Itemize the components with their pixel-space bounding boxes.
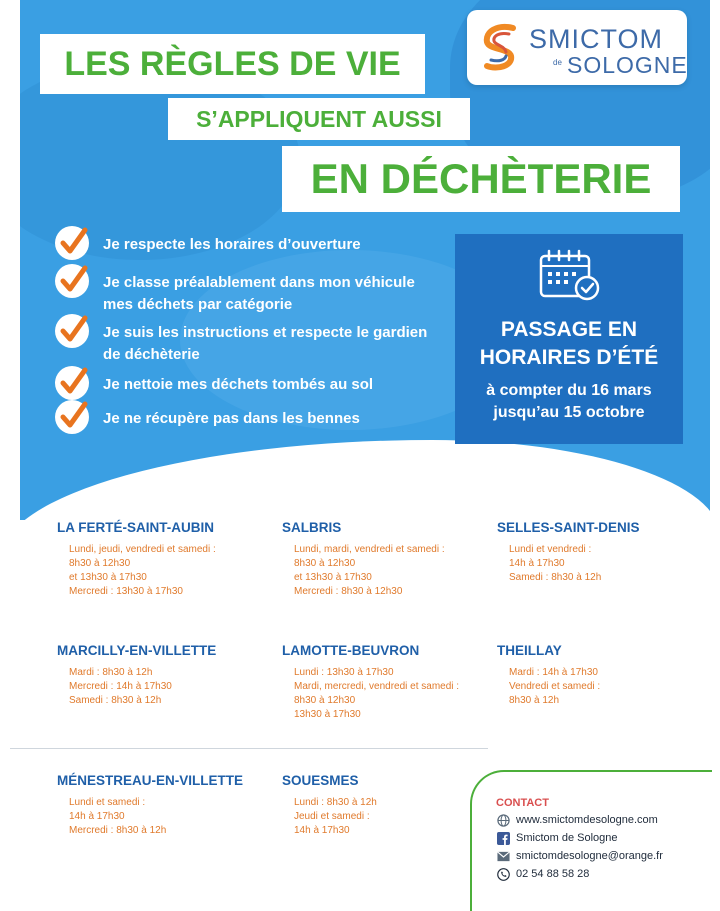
headline-line-3: EN DÉCHÈTERIE <box>282 146 680 212</box>
schedule-la-ferte-saint-aubin <box>57 520 216 599</box>
contact-facebook[interactable] <box>496 831 618 845</box>
hours-line: Lundi : 8h30 à 12h <box>294 797 377 808</box>
hours-line: Lundi, mardi, vendredi et samedi : <box>294 544 445 555</box>
headline-line-2: S’APPLIQUENT AUSSI <box>168 98 470 140</box>
facebook-text[interactable]: Smictom de Sologne <box>516 832 618 844</box>
hours-line: et 13h30 à 17h30 <box>294 572 372 583</box>
hours-line: 14h à 17h30 <box>69 811 125 822</box>
contact-phone[interactable] <box>496 867 589 881</box>
contact-label: CONTACT <box>496 797 549 809</box>
summer-title-line: PASSAGE EN <box>500 318 638 341</box>
hours-line: Vendredi et samedi : <box>509 681 601 692</box>
city-name: MÉNESTREAU-EN-VILLETTE <box>57 773 244 788</box>
rule-text: Je ne récupère pas dans les bennes <box>103 410 360 427</box>
rule-text: Je classe préalablement dans mon véhicule mes déchets par catégorie <box>103 274 415 313</box>
rule-text: Je nettoie mes déchets tombés au sol <box>103 376 374 393</box>
summer-title <box>455 316 683 372</box>
calendar-check-icon <box>537 246 603 304</box>
mail-icon <box>496 849 510 863</box>
hours-line: Lundi et vendredi : <box>509 544 592 555</box>
hours-line: Lundi et samedi : <box>69 797 146 808</box>
divider <box>10 748 488 749</box>
hours-line: Mercredi : 14h à 17h30 <box>69 681 172 692</box>
hours-line: Lundi : 13h30 à 17h30 <box>294 667 394 678</box>
checkmark-icon <box>55 400 89 434</box>
hours-line: 14h à 17h30 <box>294 825 350 836</box>
rule-text: Je suis les instructions et respecte le gardien de déchèterie <box>103 324 428 363</box>
phone-text[interactable]: 02 54 88 58 28 <box>516 868 590 880</box>
hours-line: Lundi, jeudi, vendredi et samedi : <box>69 544 216 555</box>
hours-line: Mardi : 14h à 17h30 <box>509 667 598 678</box>
city-name: SOUESMES <box>282 773 359 788</box>
summer-hours-box <box>455 234 683 444</box>
hours-line: 13h30 à 17h30 <box>294 709 361 720</box>
summer-dates <box>455 380 683 424</box>
logo <box>467 10 687 85</box>
contact-website[interactable] <box>496 813 658 827</box>
headline-line-1: LES RÈGLES DE VIE <box>40 34 425 94</box>
hours-line: 8h30 à 12h30 <box>69 558 131 569</box>
city-name: MARCILLY-EN-VILLETTE <box>57 643 217 658</box>
summer-date-line: à compter du 16 mars <box>486 382 652 399</box>
logo-text-smictom: SMICTOM <box>529 24 663 54</box>
hours-line: Samedi : 8h30 à 12h <box>509 572 602 583</box>
contact-email[interactable] <box>496 849 663 863</box>
hours-line: 8h30 à 12h <box>509 695 560 706</box>
rule-text: Je respecte les horaires d’ouverture <box>103 236 361 253</box>
schedule-selles-saint-denis <box>497 520 640 585</box>
city-name: SALBRIS <box>282 520 342 535</box>
summer-date-line: jusqu’au 15 octobre <box>493 404 645 421</box>
phone-icon <box>496 867 510 881</box>
schedule-menestreau-en-villette <box>57 773 243 838</box>
schedule-salbris <box>282 520 445 599</box>
globe-icon <box>496 813 510 827</box>
checkmark-icon <box>55 366 89 400</box>
schedule-marcilly-en-villette <box>57 643 216 708</box>
city-name: LAMOTTE-BEUVRON <box>282 643 420 658</box>
hours-line: Samedi : 8h30 à 12h <box>69 695 162 706</box>
hours-line: Mardi : 8h30 à 12h <box>69 667 153 678</box>
schedule-theillay <box>497 643 600 708</box>
hours-line: Mercredi : 8h30 à 12h30 <box>294 586 403 597</box>
email-text[interactable]: smictomdesologne@orange.fr <box>516 850 663 862</box>
hours-line: 8h30 à 12h30 <box>294 695 356 706</box>
city-name: THEILLAY <box>497 643 562 658</box>
hours-line: 14h à 17h30 <box>509 558 565 569</box>
hours-line: et 13h30 à 17h30 <box>69 572 147 583</box>
checkmark-icon <box>55 226 89 260</box>
checkmark-icon <box>55 264 89 298</box>
city-name: SELLES-SAINT-DENIS <box>497 520 640 535</box>
hours-line: 8h30 à 12h30 <box>294 558 356 569</box>
smictom-logo-icon <box>479 22 523 72</box>
logo-text-sologne: SOLOGNE <box>567 52 688 78</box>
facebook-icon <box>496 831 510 845</box>
city-name: LA FERTÉ-SAINT-AUBIN <box>57 520 214 535</box>
summer-title-line: HORAIRES D’ÉTÉ <box>479 346 659 369</box>
hours-line: Mercredi : 13h30 à 17h30 <box>69 586 183 597</box>
schedule-lamotte-beuvron <box>282 643 459 722</box>
website-text[interactable]: www.smictomdesologne.com <box>516 814 658 826</box>
checkmark-icon <box>55 314 89 348</box>
hours-line: Mercredi : 8h30 à 12h <box>69 825 167 836</box>
hours-line: Mardi, mercredi, vendredi et samedi : <box>294 681 460 692</box>
logo-text-de: de <box>553 58 562 67</box>
hours-line: Jeudi et samedi : <box>294 811 370 822</box>
schedule-souesmes <box>282 773 377 838</box>
